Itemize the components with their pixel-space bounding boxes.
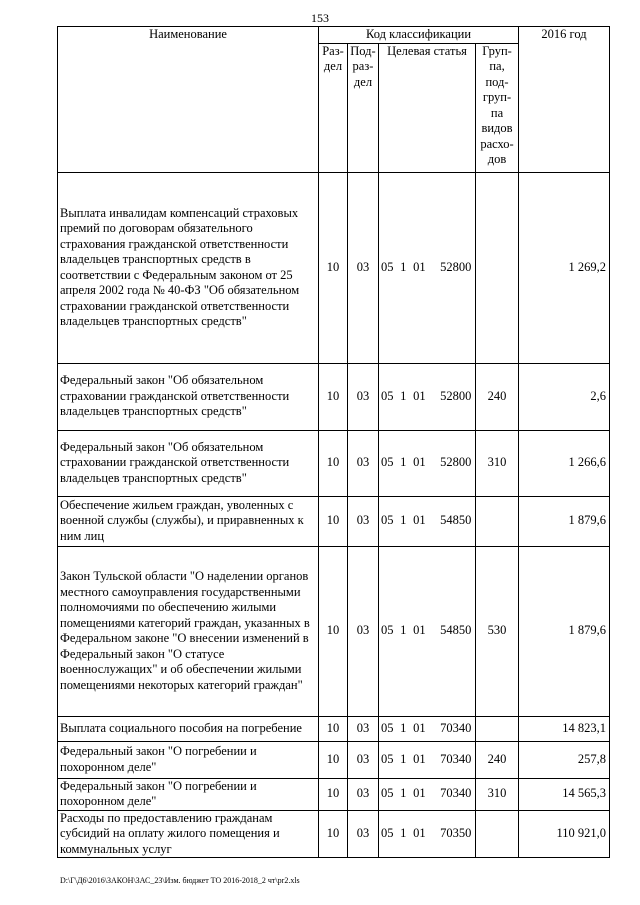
- row-razdel: 10: [319, 778, 348, 810]
- row-tselevaya-statya: [379, 716, 476, 741]
- header-razdel: Раз- дел: [319, 43, 348, 172]
- row-podrazdel: 03: [348, 741, 379, 778]
- row-vid-raskhodov: [476, 172, 519, 363]
- table-row: [58, 778, 610, 810]
- row-podrazdel: 03: [348, 778, 379, 810]
- cs-subprogram: 1: [400, 455, 407, 470]
- table-row: [58, 741, 610, 778]
- row-podrazdel: 03: [348, 430, 379, 496]
- row-vid-raskhodov: [476, 810, 519, 858]
- cs-program: 05: [381, 786, 394, 801]
- cs-measure: 01: [413, 751, 426, 766]
- row-tselevaya-statya: [379, 546, 476, 716]
- header-podrazdel: Под- раз- дел: [348, 43, 379, 172]
- row-tselevaya-statya: [379, 496, 476, 546]
- row-razdel: 10: [319, 741, 348, 778]
- cs-program: 05: [381, 623, 394, 638]
- cs-measure: 01: [413, 259, 426, 274]
- cs-subprogram: 1: [400, 751, 407, 766]
- cs-measure: 01: [413, 455, 426, 470]
- row-razdel: 10: [319, 546, 348, 716]
- cs-measure: 01: [413, 826, 426, 840]
- row-name: Закон Тульской области "О наделении органов местного самоуправления государственными полномочиями по обеспечению жилыми помещениями категорий граждан, указанных в Федеральном законе "О внесении изменений в Федеральный закон "О статусе военнослужащих" и об обеспечении жилыми помещениями некоторых категорий граждан": [58, 546, 319, 716]
- row-tselevaya-statya: [379, 778, 476, 810]
- row-vid-raskhodov: [476, 496, 519, 546]
- row-podrazdel: 03: [348, 810, 379, 858]
- cs-direction: 52800: [440, 388, 472, 403]
- row-name: Федеральный закон "Об обязательном страховании гражданской ответственности владельцев транспортных средств": [58, 430, 319, 496]
- cs-measure: 01: [413, 720, 426, 735]
- cs-subprogram: 1: [400, 786, 407, 801]
- header-row-1: [58, 27, 610, 44]
- row-vid-raskhodov: [476, 716, 519, 741]
- table-row: [58, 810, 610, 858]
- row-tselevaya-statya: [379, 172, 476, 363]
- row-amount: 110 921,0: [519, 810, 610, 858]
- header-classification: Код классификации: [319, 27, 519, 44]
- table-row: [58, 430, 610, 496]
- row-podrazdel: 03: [348, 716, 379, 741]
- header-gruppa-vidov-raskhodov: Груп- па, под- груп- па видов расхо- дов: [476, 43, 519, 172]
- cs-subprogram: 1: [400, 720, 407, 735]
- cs-subprogram: 1: [400, 388, 407, 403]
- cs-program: 05: [381, 513, 394, 528]
- table-row: [58, 546, 610, 716]
- row-podrazdel: 03: [348, 496, 379, 546]
- cs-subprogram: 1: [400, 623, 407, 638]
- file-path-footer: D:\Г\Д6\2016\ЗАКОН\ЗАС_23\Изм. бюджет ТО 2016-2018_2 чт\pr2.xls: [60, 876, 300, 885]
- cs-measure: 01: [413, 388, 426, 403]
- page-number: 153: [311, 11, 329, 25]
- row-amount: 257,8: [519, 741, 610, 778]
- budget-table: [57, 26, 610, 858]
- table-row: [58, 363, 610, 430]
- row-amount: 1 269,2: [519, 172, 610, 363]
- row-razdel: 10: [319, 810, 348, 858]
- row-podrazdel: 03: [348, 363, 379, 430]
- cs-direction: 54850: [440, 513, 472, 528]
- cs-program: 05: [381, 826, 394, 840]
- cs-direction: 70340: [440, 751, 472, 766]
- table-row: [58, 716, 610, 741]
- cs-measure: 01: [413, 623, 426, 638]
- row-tselevaya-statya: [379, 430, 476, 496]
- cs-program: 05: [381, 259, 394, 274]
- row-podrazdel: 03: [348, 172, 379, 363]
- row-vid-raskhodov: 240: [476, 363, 519, 430]
- cs-direction: 70340: [440, 720, 472, 735]
- row-name: Выплата социального пособия на погребение: [58, 716, 319, 741]
- row-tselevaya-statya: [379, 363, 476, 430]
- row-name: Расходы по предоставлению гражданам субсидий на оплату жилого помещения и коммунальных услуг: [58, 810, 319, 858]
- row-razdel: 10: [319, 172, 348, 363]
- row-vid-raskhodov: 240: [476, 741, 519, 778]
- cs-direction: 52800: [440, 455, 472, 470]
- header-year: 2016 год: [519, 27, 610, 173]
- row-razdel: 10: [319, 430, 348, 496]
- row-razdel: 10: [319, 716, 348, 741]
- row-amount: 1 266,6: [519, 430, 610, 496]
- cs-program: 05: [381, 388, 394, 403]
- row-amount: 14 565,3: [519, 778, 610, 810]
- row-name: Федеральный закон "О погребении и похоронном деле": [58, 741, 319, 778]
- cs-measure: 01: [413, 513, 426, 528]
- cs-direction: 54850: [440, 623, 472, 638]
- row-razdel: 10: [319, 363, 348, 430]
- header-tselevaya-statya: Целевая статья: [379, 43, 476, 172]
- row-tselevaya-statya: [379, 741, 476, 778]
- row-amount: 1 879,6: [519, 496, 610, 546]
- cs-direction: 70340: [440, 786, 472, 801]
- row-vid-raskhodov: 310: [476, 778, 519, 810]
- row-amount: 2,6: [519, 363, 610, 430]
- row-podrazdel: 03: [348, 546, 379, 716]
- row-name: Федеральный закон "Об обязательном страховании гражданской ответственности владельцев транспортных средств": [58, 363, 319, 430]
- cs-program: 05: [381, 720, 394, 735]
- row-vid-raskhodov: 310: [476, 430, 519, 496]
- row-razdel: 10: [319, 496, 348, 546]
- row-amount: 14 823,1: [519, 716, 610, 741]
- cs-measure: 01: [413, 786, 426, 801]
- header-name: Наименование: [58, 27, 319, 173]
- cs-program: 05: [381, 455, 394, 470]
- row-name: Федеральный закон "О погребении и похоронном деле": [58, 778, 319, 810]
- cs-direction: 70350: [440, 826, 472, 840]
- cs-subprogram: 1: [400, 826, 407, 840]
- cs-subprogram: 1: [400, 259, 407, 274]
- table-row: [58, 496, 610, 546]
- row-amount: 1 879,6: [519, 546, 610, 716]
- table-row: [58, 172, 610, 363]
- row-vid-raskhodov: 530: [476, 546, 519, 716]
- cs-program: 05: [381, 751, 394, 766]
- cs-subprogram: 1: [400, 513, 407, 528]
- cs-direction: 52800: [440, 259, 472, 274]
- row-name: Выплата инвалидам компенсаций страховых премий по договорам обязательного страхования гражданской ответственности владельцев транспортных средств в соответствии с Федеральным законом от 25 апреля 2002 года № 40-ФЗ "Об обязательном страховании гражданской ответственности владельцев транспортных средств": [58, 172, 319, 363]
- row-name: Обеспечение жильем граждан, уволенных с военной службы (службы), и приравненных к ним лиц: [58, 496, 319, 546]
- row-tselevaya-statya: [379, 810, 476, 858]
